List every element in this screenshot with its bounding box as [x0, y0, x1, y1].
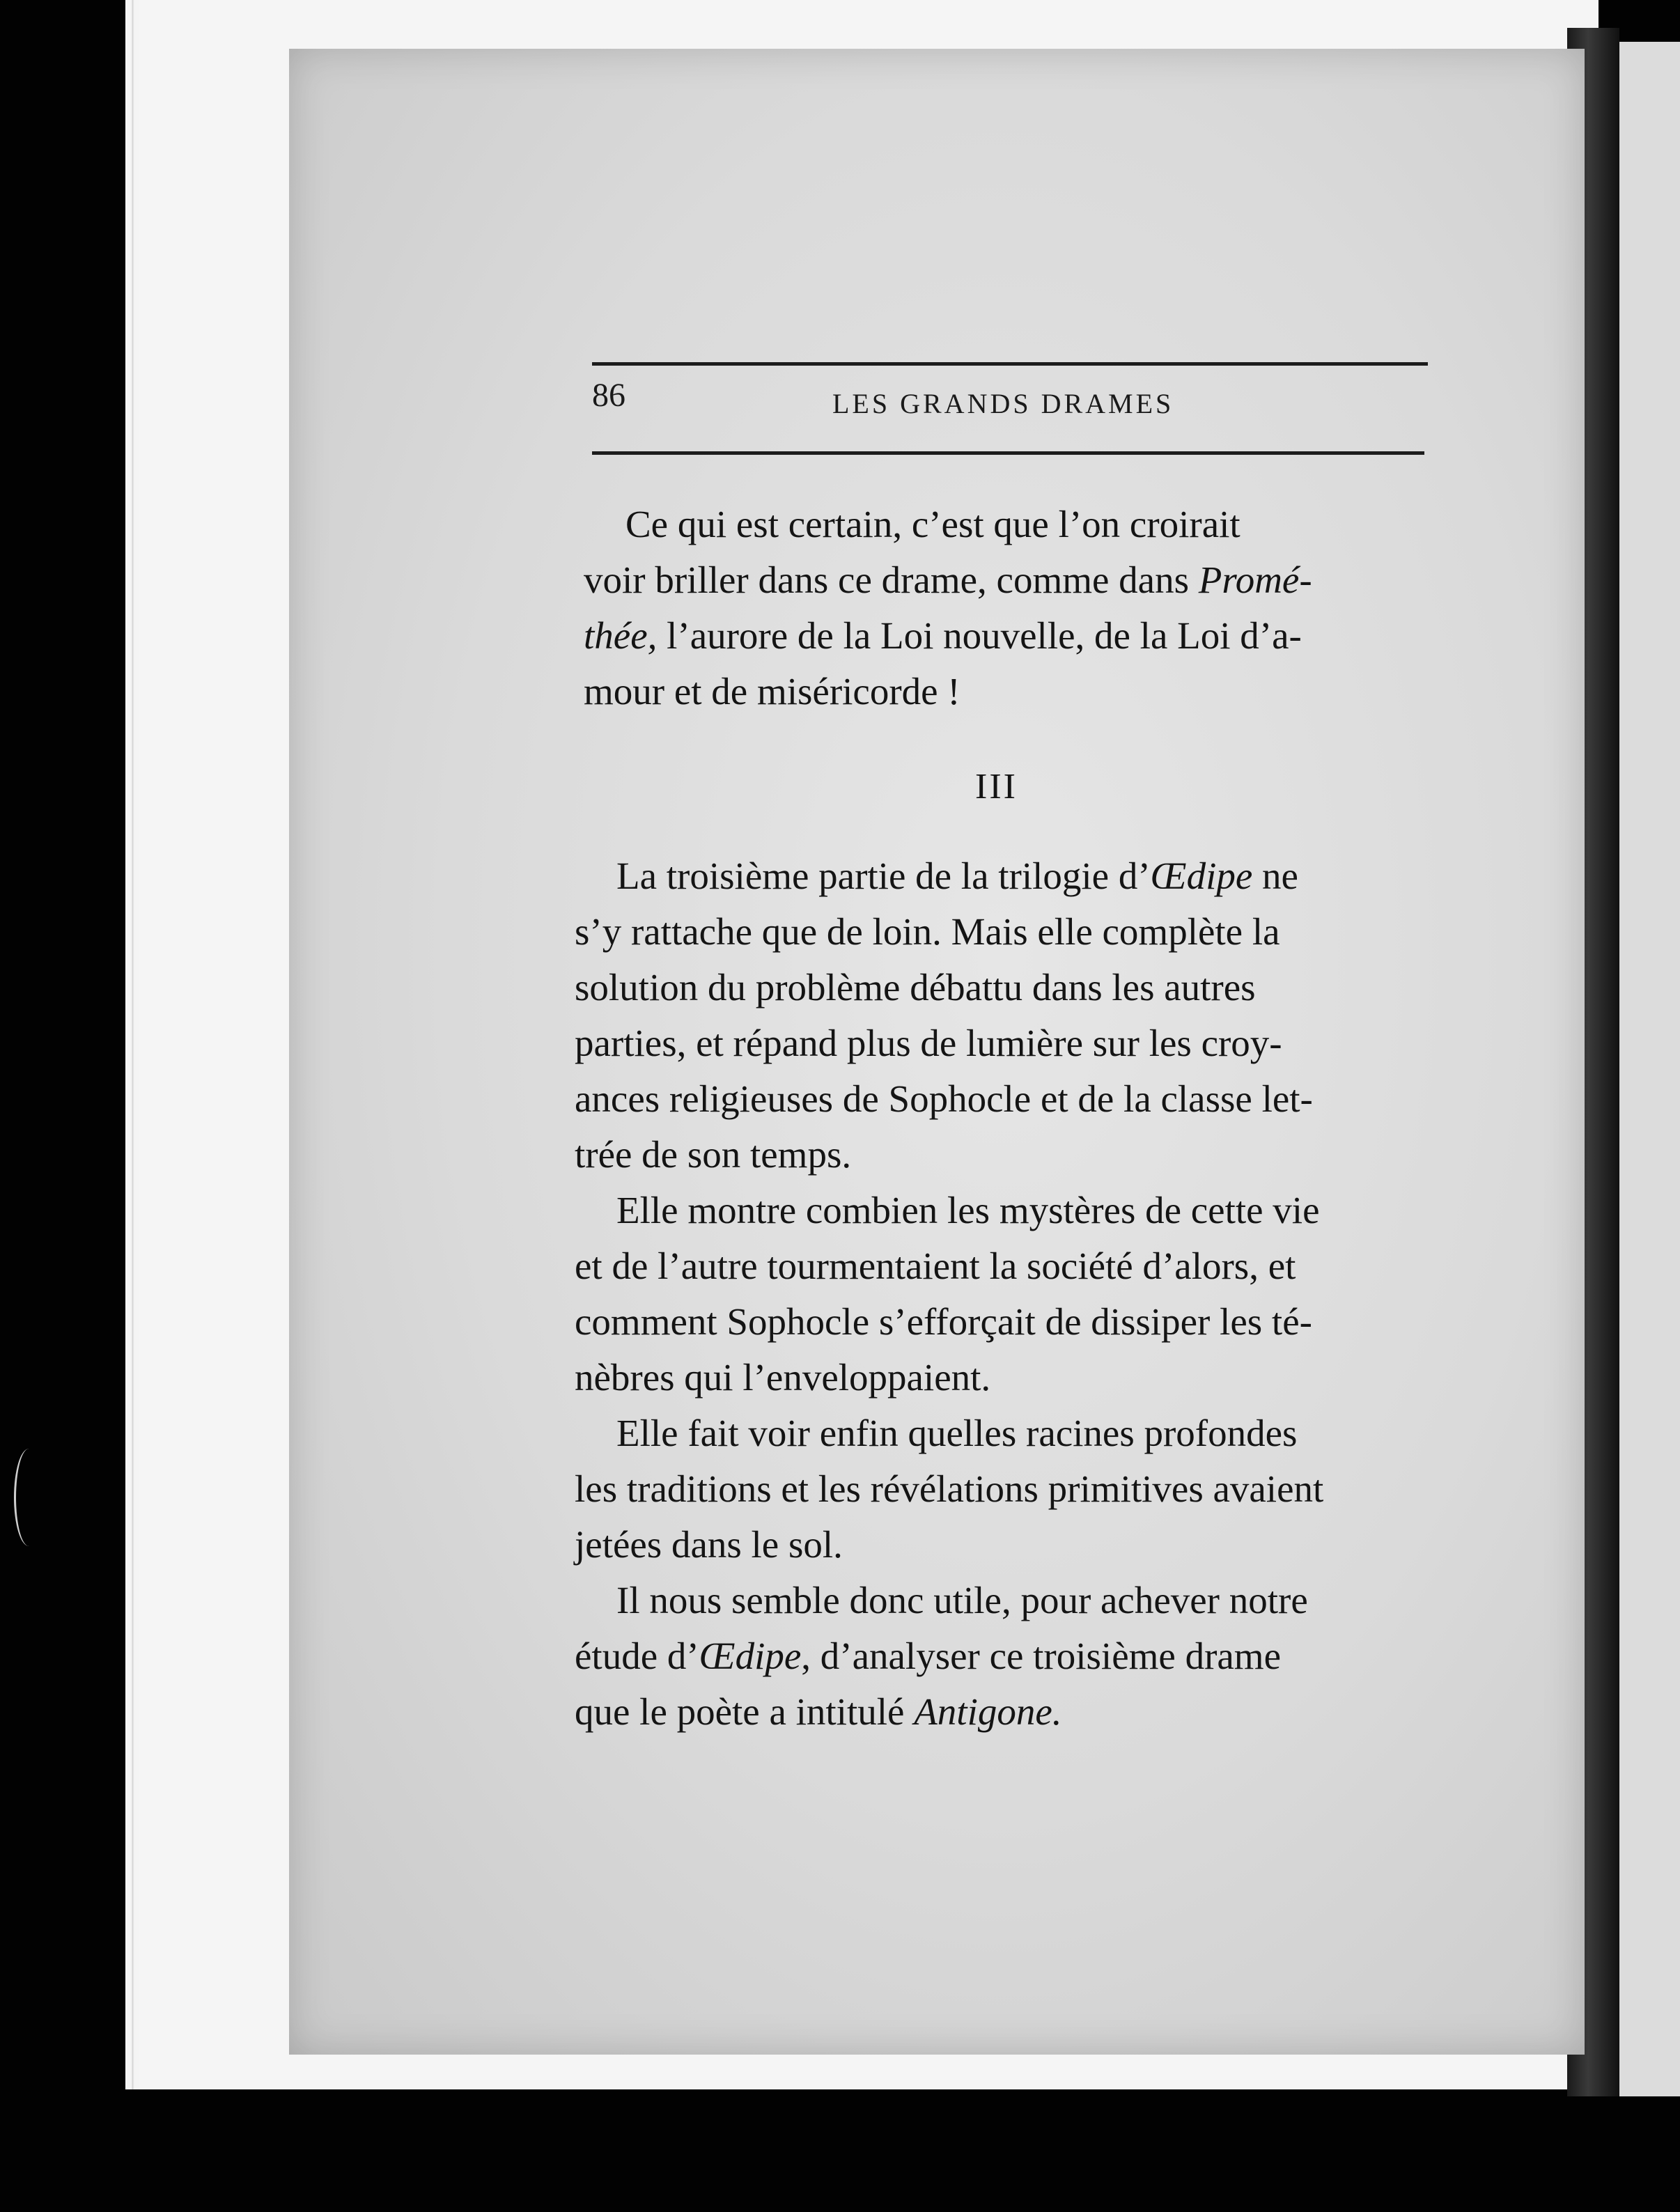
text-line: ances religieuses de Sophocle et de la classe let- [575, 1077, 1313, 1120]
text-line: que le poète a intitulé Antigone. [575, 1690, 1062, 1733]
text-line: solution du problème débattu dans les autres [575, 966, 1256, 1008]
section-heading: III [975, 767, 1018, 807]
paragraph-2 [575, 848, 1417, 1740]
text-line: Elle montre combien les mystères de cette vie [616, 1189, 1320, 1231]
text-line: voir briller dans ce drame, comme dans Promé- [584, 559, 1312, 601]
text-line: trée de son temps. [575, 1133, 852, 1176]
text-line: Ce qui est certain, c’est que l’on croirait [625, 503, 1240, 545]
header-rule-top [592, 362, 1428, 366]
running-title: LES GRANDS DRAMES [832, 388, 1174, 419]
header-rule-bottom [592, 451, 1424, 455]
text-line: jetées dans le sol. [575, 1523, 843, 1566]
text-line: La troisième partie de la trilogie d’Œdipe ne [616, 855, 1298, 897]
text-line: nèbres qui l’enveloppaient. [575, 1356, 991, 1399]
page-number: 86 [592, 377, 625, 414]
text-line: mour et de miséricorde ! [584, 670, 960, 712]
text-line: parties, et répand plus de lumière sur les croy- [575, 1022, 1282, 1064]
scan-artifact [14, 1449, 44, 1546]
text-line: comment Sophocle s’efforçait de dissiper les té- [575, 1300, 1312, 1343]
text-line: étude d’Œdipe, d’analyser ce troisième drame [575, 1635, 1281, 1677]
text-line: les traditions et les révélations primitives avaient [575, 1467, 1324, 1510]
text-line: Elle fait voir enfin quelles racines profondes [616, 1412, 1298, 1454]
text-line: s’y rattache que de loin. Mais elle complète la [575, 910, 1280, 953]
text-line: Il nous semble donc utile, pour achever notre [616, 1579, 1308, 1621]
facing-page-edge [1619, 42, 1680, 2096]
text-line: thée, l’aurore de la Loi nouvelle, de la Loi d’a- [584, 614, 1302, 657]
paragraph-1 [584, 497, 1430, 719]
text-line: et de l’autre tourmentaient la société d’alors, et [575, 1245, 1296, 1287]
